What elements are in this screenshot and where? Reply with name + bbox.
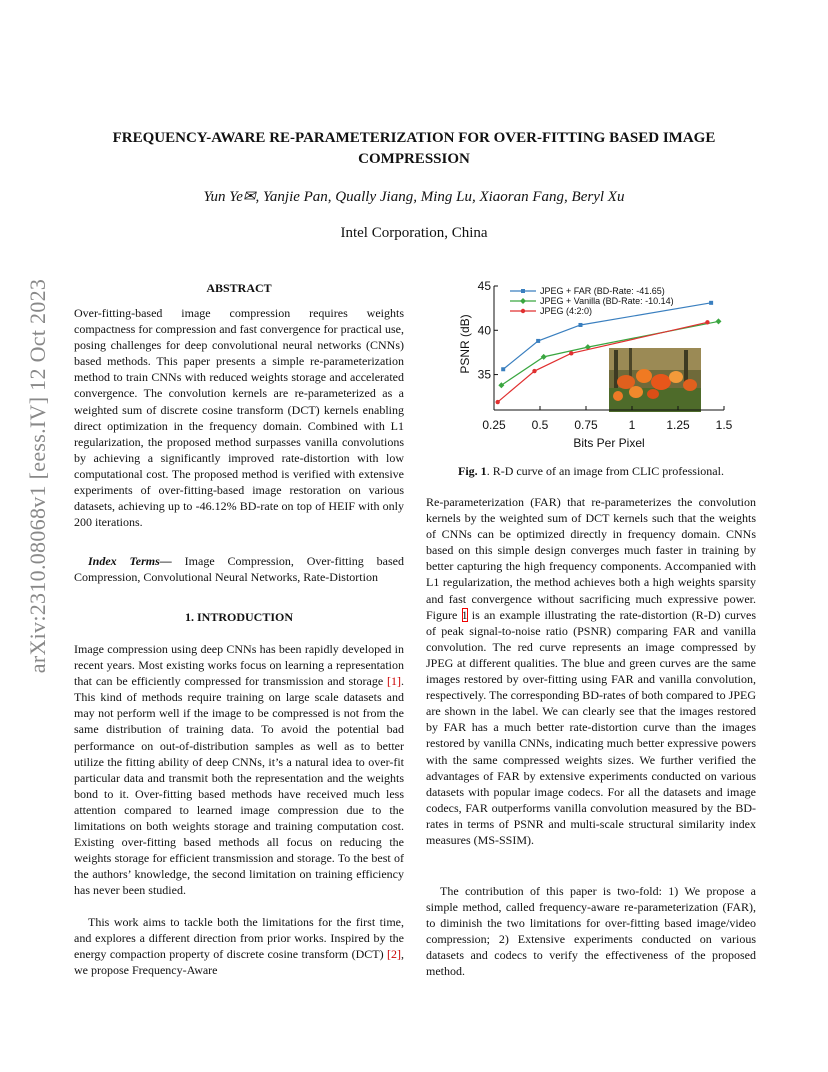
intro-paragraph-2: This work aims to tackle both the limitations for the first time, and explores a different direction from prior works. Inspired by the energy compaction property of discrete cosine transform (DCT) [2], we propose Frequency-Aware: [74, 915, 404, 978]
rd-chart: [454, 278, 754, 453]
index-terms-text: Image Compression, Over-fitting based Compression, Convolutional Neural Networks, Rate-Distortion: [74, 554, 404, 585]
x-tick-label: 0.25: [482, 418, 506, 432]
x-tick-label: 1.25: [666, 418, 690, 432]
abstract-heading: ABSTRACT: [206, 281, 272, 295]
x-tick-label: 0.75: [574, 418, 598, 432]
legend-marker: [521, 309, 525, 313]
data-point: [532, 369, 536, 373]
figure-caption: Fig. 1. R-D curve of an image from CLIC professional.: [458, 464, 724, 478]
legend-marker: [520, 298, 526, 304]
x-tick-label: 1.5: [715, 418, 733, 432]
x-tick-label: 0.5: [531, 418, 549, 432]
data-point: [709, 301, 713, 305]
citation-link-2[interactable]: [2]: [387, 947, 401, 962]
data-point: [501, 367, 505, 371]
arxiv-stamp: arXiv:2310.08068v1 [eess.IV] 12 Oct 2023: [25, 278, 50, 674]
y-tick-label: 35: [477, 367, 491, 382]
figure-ref-link[interactable]: 1: [461, 607, 468, 622]
legend-entry: JPEG + FAR (BD-Rate: -41.65): [540, 286, 665, 296]
index-terms: [74, 553, 404, 585]
y-axis-label: PSNR (dB): [458, 314, 472, 374]
rd-curve-figure: [454, 278, 754, 453]
citation-link-1[interactable]: [1]: [387, 674, 401, 689]
intro-heading: 1. INTRODUCTION: [184, 610, 293, 624]
index-terms-label: Index Terms—: [88, 554, 172, 568]
data-point: [495, 400, 499, 404]
legend-entry: JPEG + Vanilla (BD-Rate: -10.14): [540, 296, 674, 306]
data-point: [536, 339, 540, 343]
legend-entry: JPEG (4:2:0): [540, 306, 593, 316]
y-tick-label: 45: [477, 279, 491, 293]
right-paragraph-2: The contribution of this paper is two-fold: 1) We propose a simple method, called frequency-aware re-parameterization (FAR), to diminish the two limitations for over-fitting based image/video compression; 2) Extensive experiments conducted on various datasets and codecs to verify the effectiveness of the proposed method.: [426, 884, 756, 979]
data-point: [715, 318, 721, 324]
y-tick-label: 40: [477, 323, 491, 338]
intro-paragraph-1: Image compression using deep CNNs has been rapidly developed in recent years. Most existing works focus on learning a representation that can be efficiently compressed for transmission and storage [1]. This kind of methods require training on large scale datasets and may not perform well if the image to be compressed is not from the same distribution of training data. To avoid the potential bad performance on out-of-distribution samples as well as to better utilize the fitting ability of deep CNNs, it’s a natural idea to over-fit particular data and transmit both the representation and the weights bond to it. Over-fitting based methods have received much less attention compared to learned image compression due to the limitations on both weights storage and training computation cost. Existing over-fitting based methods all focus on reducing the weights storage for efficient transmission and storage. To the best of the authors’ knowledge, the second limitation on training efficiency has never been studied.: [74, 642, 404, 898]
affiliation: Intel Corporation, China: [340, 225, 488, 241]
author-list: Yun Ye✉, Yanjie Pan, Qually Jiang, Ming Lu, Xiaoran Fang, Beryl Xu: [203, 189, 625, 205]
abstract-body: Over-fitting-based image compression requires weights compactness for compression and fast convergence for practical use, posing challenges for deep convolutional neural networks (CNNs) based methods. This paper presents a simple re-parameterization method to train CNNs with reduced weights storage and accelerated convergence. The convolution kernels are re-parameterized as a weighted sum of discrete cosine transform (DCT) kernels enabling direct optimization in the frequency domain. Combined with L1 regularization, the proposed method surpasses vanilla convolutions by achieving a significantly improved rate-distortion with low computational cost. The proposed method is verified with extensive experiments of over-fitting-based image restoration on various datasets, achieving up to -46.12% BD-rate on top of HEIF with only 200 iterations.: [74, 306, 404, 530]
data-point: [569, 351, 573, 355]
paper-title: FREQUENCY-AWARE RE-PARAMETERIZATION FOR OVER-FITTING BASED IMAGE COMPRESSION: [112, 130, 716, 167]
right-paragraph-1: Re-parameterization (FAR) that re-parameterizes the convolution kernels by the weighted sum of DCT kernels such that the weights of CNNs can be optimized directly in frequency domain. CNNs based on this simple design converges much faster in training by better capturing the high frequency components. Accompanied with L1 regularization, the method achieves both a high weights sparsity and fast convergence without sacrificing much expressive power. Figure 1 is an example illustrating the rate-distortion (R-D) curves of peak signal-to-noise ratio (PSNR) comparing FAR and vanilla convolution. The red curve represents an image compressed by JPEG at different qualities. The blue and green curves are the same images restored by over-fitting using FAR and vanilla convolution, respectively. The corresponding BD-rates of both compared to JPEG are shown in the label. We can clearly see that the images restored by FAR has a much better rate-distortion curve than the images restored by vanilla CNNs, indicating much better expressive powers with the same compressed weights sizes. We further verified the advantages of FAR by extensive experiments conducted on various datasets with popular image codecs. For all the datasets and image codecs, FAR outperforms vanilla convolution measured by the BD-rates in terms of PSNR and multi-scale structural similarity index measures (MS-SSIM).: [426, 495, 756, 847]
data-point: [705, 320, 709, 324]
data-point: [578, 323, 582, 327]
legend-marker: [521, 289, 525, 293]
x-axis-label: Bits Per Pixel: [573, 436, 645, 450]
x-tick-label: 1: [628, 418, 636, 432]
tulip-photo: [609, 348, 701, 412]
